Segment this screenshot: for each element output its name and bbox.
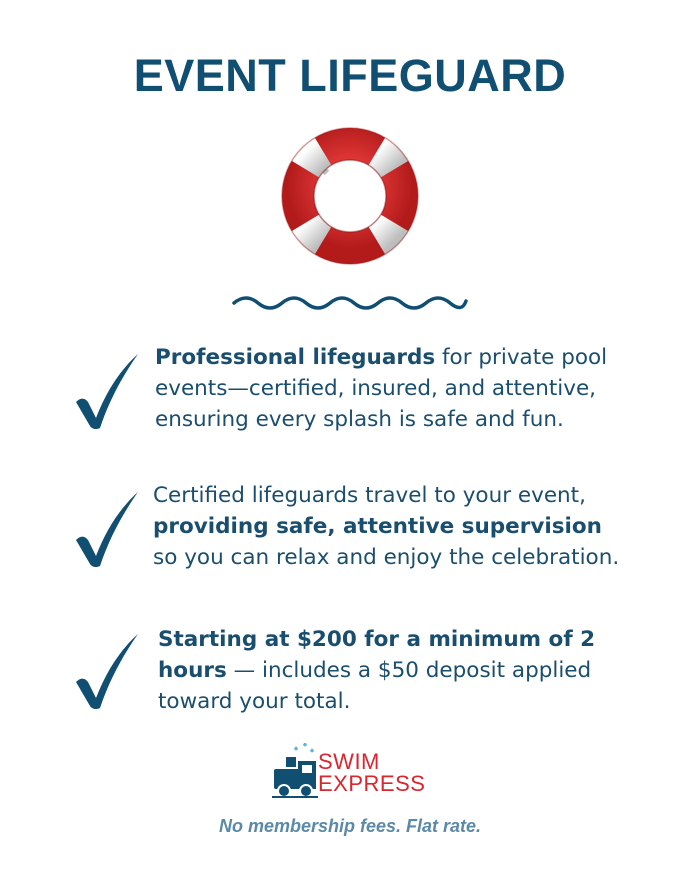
- feature-bold-middle: providing safe, attentive supervision: [153, 514, 602, 539]
- checkmark-icon: [72, 630, 144, 710]
- feature-text: [153, 480, 633, 573]
- feature-text: [158, 624, 628, 717]
- feature-body: for private pool events—certified, insured, and attentive, ensuring every splash is safe and fun.: [155, 345, 608, 432]
- lifebuoy-icon: [280, 126, 420, 266]
- feature-body: Certified lifeguards travel to your event,: [153, 483, 586, 508]
- logo-line2: EXPRESS: [318, 771, 426, 796]
- feature-bold-lead: Starting at $200 for a minimum of 2 hours: [158, 627, 596, 683]
- feature-item: [0, 624, 700, 724]
- checkmark-icon: [72, 488, 144, 568]
- checkmark-icon: [72, 350, 144, 430]
- feature-item: [0, 480, 700, 580]
- feature-item: [0, 342, 700, 442]
- feature-body: — includes a $50 deposit applied toward your total.: [158, 658, 592, 714]
- logo-line1: SWIM: [318, 749, 380, 774]
- feature-body-end: so you can relax and enjoy the celebration.: [153, 545, 620, 570]
- feature-bold-lead: Professional lifeguards: [155, 345, 436, 370]
- page-title: EVENT LIFEGUARD: [133, 50, 567, 101]
- feature-text: [155, 342, 635, 435]
- wave-divider: [232, 291, 468, 311]
- tagline: No membership fees. Flat rate.: [218, 816, 482, 836]
